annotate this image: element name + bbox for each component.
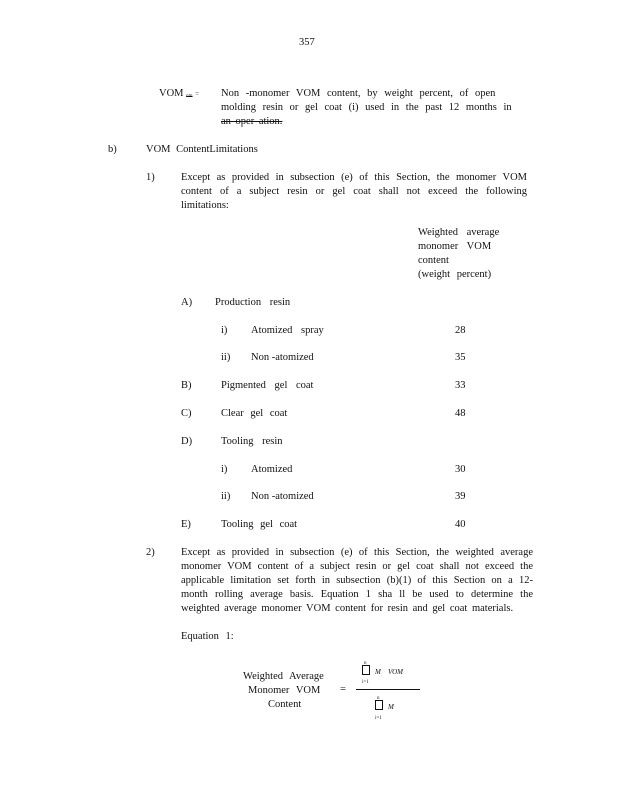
definition-line-3: an oper ation. — [221, 116, 283, 127]
table-header-line-3: content — [418, 255, 449, 266]
table-row-label: ii) — [221, 352, 231, 363]
numerator-vom: VOM — [388, 668, 403, 676]
section-b-title: VOM ContentLimitations — [146, 144, 258, 155]
table-row-label: i) — [221, 325, 228, 336]
section-b-label: b) — [108, 144, 117, 155]
denominator-upper-limit: n — [377, 696, 380, 701]
fraction-bar — [356, 689, 420, 690]
table-row-label: ii) — [221, 491, 231, 502]
item-1-label: 1) — [146, 172, 155, 183]
definition-subscript: nm — [186, 94, 193, 99]
definition-term-text: VOM — [159, 88, 184, 99]
table-header-line-2: monomer VOM — [418, 241, 492, 252]
table-row-name: Tooling gel coat — [221, 519, 298, 530]
table-row-name: Non -atomized — [251, 352, 314, 363]
item-1-text: Except as provided in subsection (e) of this Section, the monomer VOM content of a subject resin or gel coat shall not exceed the following limitations: — [181, 172, 527, 211]
table-row-value: 48 — [455, 408, 466, 419]
numerator-upper-limit: n — [364, 661, 367, 666]
table-row-value: 35 — [455, 352, 466, 363]
table-row-label: B) — [181, 380, 192, 391]
denominator-m: M — [388, 703, 394, 711]
table-row-name: Tooling resin — [221, 436, 283, 447]
table-row-label: E) — [181, 519, 191, 530]
definition-equals: = — [195, 90, 200, 98]
table-row-label: i) — [221, 464, 228, 475]
definition-line-1: Non -monomer VOM content, by weight percent, of open — [221, 88, 496, 99]
page-number: 357 — [299, 37, 315, 48]
equation-equals: = — [340, 684, 346, 695]
summation-icon — [362, 663, 370, 677]
table-row-name: Atomized — [251, 464, 293, 475]
table-row-value: 30 — [455, 464, 466, 475]
denominator-lower-limit: i=1 — [375, 716, 382, 721]
table-header-line-4: (weight percent) — [418, 269, 492, 280]
table-row-name: Non -atomized — [251, 491, 314, 502]
table-row-value: 40 — [455, 519, 466, 530]
table-row-label: C) — [181, 408, 192, 419]
item-2-label: 2) — [146, 547, 155, 558]
summation-icon — [375, 698, 383, 712]
equation-lhs-line-2: Monomer VOM — [248, 685, 321, 696]
table-header-line-1: Weighted average — [418, 227, 500, 238]
definition-line-2: molding resin or gel coat (i) used in the past 12 months in — [221, 102, 512, 113]
table-row-name: Atomized spray — [251, 325, 324, 336]
numerator-lower-limit: i=1 — [362, 680, 369, 685]
table-row-name: Production resin — [215, 297, 291, 308]
table-row-name: Clear gel coat — [221, 408, 288, 419]
table-row-label: D) — [181, 436, 193, 447]
table-row-name: Pigmented gel coat — [221, 380, 314, 391]
table-row-value: 39 — [455, 491, 466, 502]
equation-lhs-line-3: Content — [268, 699, 302, 710]
table-row-value: 33 — [455, 380, 466, 391]
equation-lhs-line-1: Weighted Average — [243, 671, 324, 682]
definition-term — [159, 87, 199, 103]
table-row-label: A) — [181, 297, 193, 308]
table-row-value: 28 — [455, 325, 466, 336]
item-2-text: Except as provided in subsection (e) of this Section, the weighted average monomer VOM content of a subject resin or gel coat shall not exceed the applicable limitation set forth in subsection (b)(1) of this Section on a 12-month rolling average basis. Equation 1 sha ll be used to determine the weighted average monomer VOM content for resin and gel coat materials. — [181, 547, 533, 614]
equation-label: Equation 1: — [181, 631, 234, 642]
numerator-m: M — [375, 668, 381, 676]
